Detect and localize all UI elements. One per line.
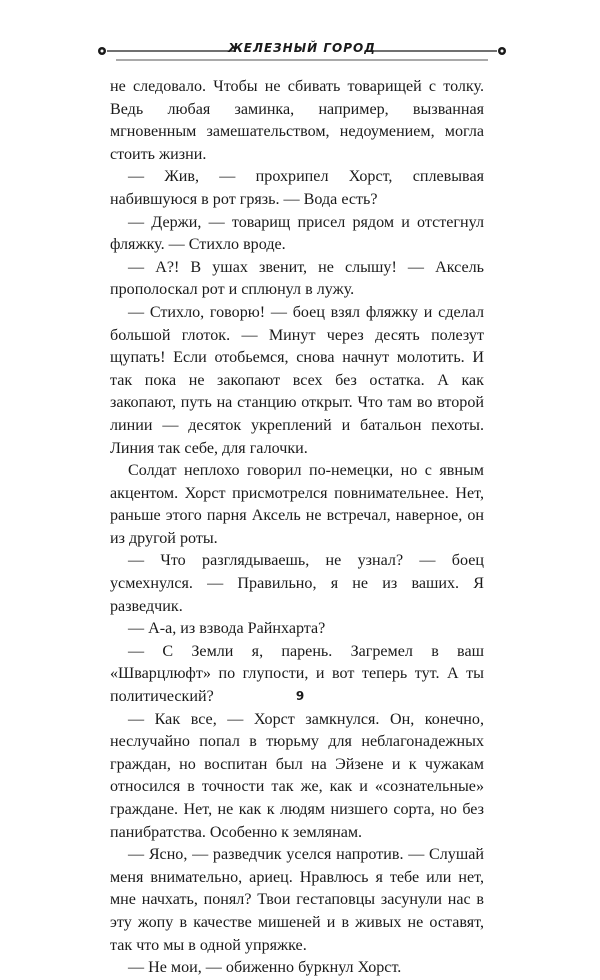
body-text <box>110 76 484 980</box>
paragraph: — А-а, из взвода Райнхарта? <box>128 620 326 638</box>
paragraph: — Ясно, — разведчик уселся напротив. — Слушай меня внимательно, ариец. Нравлюсь я тебе или нет, мне начхать, понял? Твои гестаповцы засунули нас в эту жопу в качестве мишеней и в живых не оставят, так что мы в одной упряжке. <box>110 846 484 954</box>
running-header <box>96 40 508 62</box>
running-title: ЖЕЛЕЗНЫЙ ГОРОД <box>228 41 376 55</box>
paragraph: — Как все, — Хорст замкнулся. Он, конечно, неслучайно попал в тюрьму для неблагонадежных граждан, но воспитан был на Эйзене и к чужакам относился в точности так же, как и «сознательные» граждане. Нет, не как к людям низшего сорта, но без панибратства. Особенно к землянам. <box>110 710 484 841</box>
paragraph: — Держи, — товарищ присел рядом и отстегнул фляжку. — Стихло вроде. <box>110 213 484 254</box>
page-number: 9 <box>295 689 305 703</box>
paragraph: — А?! В ушах звенит, не слышу! — Аксель прополоскал рот и сплюнул в лужу. <box>110 258 484 299</box>
paragraph: — Жив, — прохрипел Хорст, сплевывая набившуюся в рот грязь. — Вода есть? <box>110 168 484 208</box>
paragraph: — Стихло, говорю! — боец взял фляжку и сделал большой глоток. — Минут через десять полезут щупать! Если отобьемся, снова начнут молотить. И так пока не закопают всех без остатка. А как закопают, путь на станцию открыт. Что там во второй линии — десяток укреплений и батальон пехоты. Линия так себе, для галочки. <box>110 303 484 457</box>
paragraph: Солдат неплохо говорил по-немецки, но с явным акцентом. Хорст присмотрелся повнимательнее. Нет, раньше этого парня Аксель не встречал, наверное, он из другой роты. <box>110 462 484 547</box>
paragraph: не следовало. Чтобы не сбивать товарищей с толку. Ведь любая заминка, например, вызванная мгновенным замешательством, недоумением, могла стоить жизни. <box>110 78 484 163</box>
paragraph: — С Земли я, парень. Загремел в ваш «Шварцлюфт» по глупости, и вот теперь тут. А ты политический? <box>110 642 484 706</box>
paragraph: — Что разглядываешь, не узнал? — боец усмехнулся. — Правильно, я не из ваших. Я разведчик. <box>110 552 484 615</box>
paragraph: — Не мои, — обиженно буркнул Хорст. <box>128 959 402 977</box>
